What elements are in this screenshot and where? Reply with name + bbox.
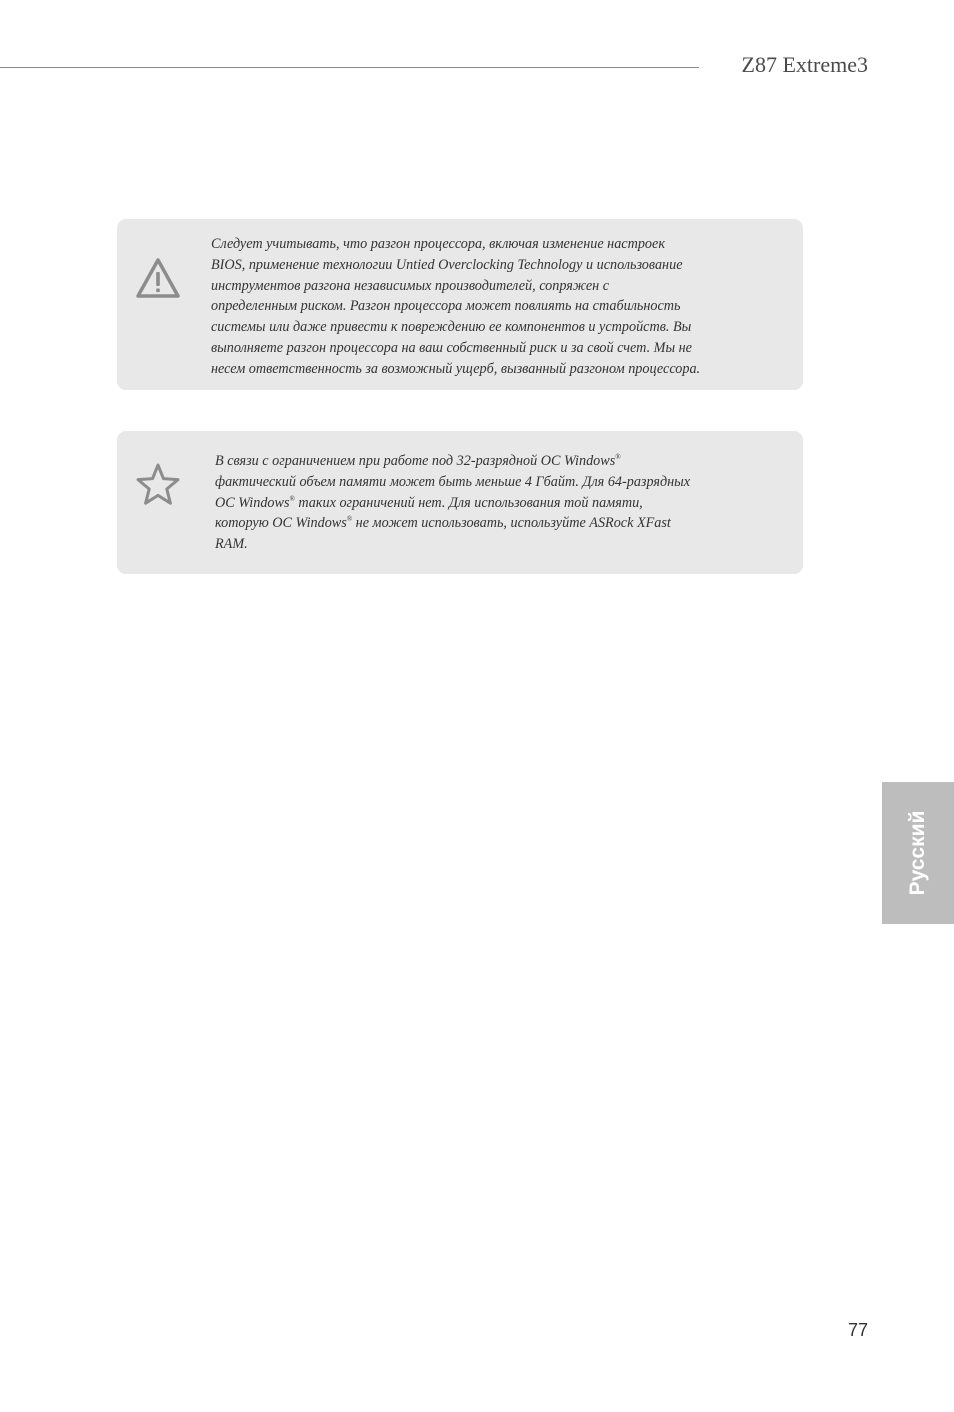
caution-line: инструментов разгона независимых производителей, сопряжен с bbox=[211, 277, 610, 294]
memory-line-text: которую ОС Windows bbox=[215, 515, 347, 532]
caution-line: BIOS, применение технологии Untied Overclocking Technology и использование bbox=[211, 256, 683, 273]
caution-line: Следует учитывать, что разгон процессора, включая изменение настроек bbox=[211, 236, 665, 252]
caution-line: системы или даже привести к повреждению ее компонентов и устройств. Вы bbox=[211, 319, 692, 336]
registered-mark: ® bbox=[289, 494, 295, 503]
registered-mark: ® bbox=[346, 515, 353, 524]
memory-line bbox=[215, 451, 690, 472]
caution-text bbox=[211, 234, 700, 380]
memory-line bbox=[215, 493, 690, 514]
caution-note bbox=[117, 219, 803, 390]
caution-line: несем ответственность за возможный ущерб, вызванный разгоном процессора. bbox=[211, 360, 701, 377]
header-rule bbox=[0, 67, 699, 68]
language-tab bbox=[882, 782, 954, 924]
caution-line: определенным риском. Разгон процессора может повлиять на стабильность bbox=[211, 298, 681, 315]
memory-line-text: фактический объем памяти может быть меньше 4 Гбайт. Для 64-разрядных bbox=[215, 473, 691, 490]
star-icon bbox=[135, 462, 181, 511]
memory-line bbox=[215, 472, 690, 493]
memory-line bbox=[215, 513, 690, 534]
caution-line: выполняете разгон процессора на ваш собственный риск и за свой счет. Мы не bbox=[211, 339, 692, 356]
memory-text bbox=[215, 451, 690, 555]
memory-line-text: не может использовать, используйте ASRock XFast bbox=[352, 515, 671, 532]
memory-line-text: таких ограничений нет. Для использования той памяти, bbox=[294, 494, 643, 511]
registered-mark: ® bbox=[615, 453, 621, 461]
memory-line-text: RAM. bbox=[215, 536, 248, 553]
memory-note bbox=[117, 431, 803, 574]
memory-line bbox=[215, 534, 690, 555]
memory-line-text: ОС Windows bbox=[215, 494, 290, 511]
language-tab-label: Русский bbox=[906, 810, 929, 896]
page-number: 77 bbox=[847, 1320, 868, 1340]
memory-line-text: В связи с ограничением при работе под 32-разрядной ОС Windows bbox=[215, 453, 616, 469]
warning-triangle-icon bbox=[135, 257, 181, 304]
model-title: Z87 Extreme3 bbox=[741, 52, 868, 77]
